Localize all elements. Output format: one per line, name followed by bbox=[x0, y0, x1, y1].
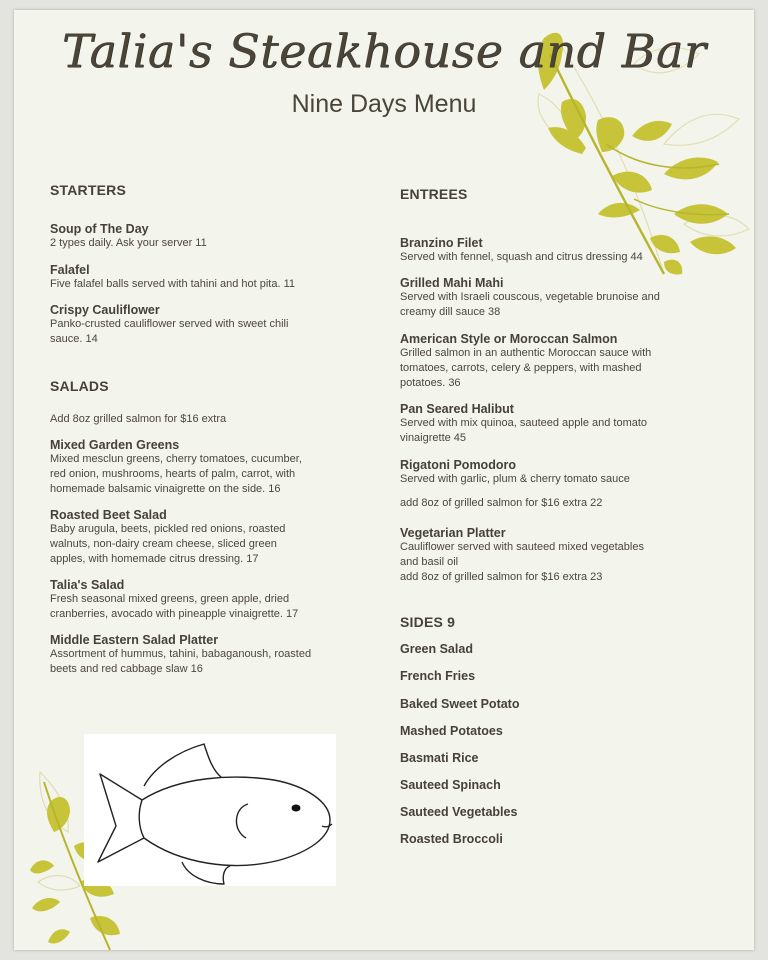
menu-item bbox=[50, 508, 285, 567]
item-name: Branzino Filet bbox=[400, 236, 483, 250]
salads-heading: SALADS bbox=[50, 378, 109, 394]
side-item: Green Salad bbox=[400, 642, 473, 656]
item-description-line: Served with fennel, squash and citrus dressing 44 bbox=[400, 251, 643, 263]
fish-icon bbox=[84, 734, 336, 886]
restaurant-title: Talia's Steakhouse and Bar bbox=[61, 24, 707, 78]
item-name: Falafel bbox=[50, 263, 90, 277]
item-description-line: Baby arugula, beets, pickled red onions, roasted bbox=[50, 523, 286, 535]
menu-item bbox=[50, 578, 298, 622]
item-description-line: Fresh seasonal mixed greens, green apple, dried bbox=[50, 593, 290, 605]
side-item: Baked Sweet Potato bbox=[400, 697, 520, 711]
item-description-line: homemade balsamic vinaigrette on the side. 16 bbox=[50, 483, 281, 495]
item-name: Talia's Salad bbox=[50, 578, 125, 592]
item-description-line: Mixed mesclun greens, cherry tomatoes, cucumber, bbox=[50, 453, 302, 465]
menu-item bbox=[50, 633, 311, 677]
item-name: Pan Seared Halibut bbox=[400, 402, 514, 416]
fish-illustration bbox=[84, 734, 336, 886]
side-item: Sauteed Vegetables bbox=[400, 805, 518, 819]
item-description-line: red onion, mushrooms, hearts of palm, carrot, with bbox=[50, 468, 296, 480]
item-description-line: sauce. 14 bbox=[50, 333, 98, 345]
menu-item bbox=[50, 438, 302, 497]
item-description-line: Cauliflower served with sauteed mixed vegetables bbox=[400, 541, 644, 553]
item-description: Five falafel balls served with tahini and hot pita. 11 bbox=[50, 278, 295, 290]
item-description-line: Grilled salmon in an authentic Moroccan sauce with bbox=[400, 347, 652, 359]
menu-page bbox=[14, 10, 754, 950]
item-description-line: Served with mix quinoa, sauteed apple and tomato bbox=[400, 417, 648, 429]
item-description-line: cranberries, avocado with pineapple vinaigrette. 17 bbox=[50, 608, 299, 620]
menu-item bbox=[50, 303, 288, 347]
item-description-line: and basil oil bbox=[400, 556, 459, 568]
side-item: Basmati Rice bbox=[400, 751, 479, 765]
item-description-line: walnuts, non-dairy cream cheese, sliced green bbox=[50, 538, 277, 550]
menu-item bbox=[400, 332, 720, 391]
item-description-line: add 8oz of grilled salmon for $16 extra 23 bbox=[400, 571, 603, 583]
item-description-line: beets and red cabbage slaw 16 bbox=[50, 663, 203, 675]
item-name: Soup of The Day bbox=[50, 222, 149, 236]
item-description-line: Served with Israeli couscous, vegetable brunoise and bbox=[400, 291, 660, 303]
side-item: Roasted Broccoli bbox=[400, 832, 503, 846]
item-name: Crispy Cauliflower bbox=[50, 303, 160, 317]
item-description-line: potatoes. 36 bbox=[400, 377, 461, 389]
item-name: Mixed Garden Greens bbox=[50, 438, 180, 452]
item-description-line: Panko-crusted cauliflower served with sweet chili bbox=[50, 318, 289, 330]
item-description-line: add 8oz of grilled salmon for $16 extra 22 bbox=[400, 497, 603, 509]
item-name: Vegetarian Platter bbox=[400, 526, 506, 540]
starters-heading: STARTERS bbox=[50, 182, 127, 198]
item-description-line: apples, with homemade citrus dressing. 17 bbox=[50, 553, 259, 565]
item-description-line: tomatoes, carrots, celery & peppers, with mashed bbox=[400, 362, 642, 374]
item-name: Grilled Mahi Mahi bbox=[400, 276, 504, 290]
salads-note: Add 8oz grilled salmon for $16 extra bbox=[50, 413, 227, 425]
item-name: American Style or Moroccan Salmon bbox=[400, 332, 618, 346]
item-description-line: Served with garlic, plum & cherry tomato sauce bbox=[400, 473, 630, 485]
menu-item bbox=[400, 526, 720, 585]
side-item: Sauteed Spinach bbox=[400, 778, 501, 792]
item-name: Rigatoni Pomodoro bbox=[400, 458, 516, 472]
menu-item bbox=[50, 222, 207, 251]
side-item: Mashed Potatoes bbox=[400, 724, 503, 738]
menu-item bbox=[400, 458, 720, 511]
entrees-heading: ENTREES bbox=[400, 186, 468, 202]
item-name: Roasted Beet Salad bbox=[50, 508, 167, 522]
sides-heading: SIDES 9 bbox=[400, 614, 456, 630]
menu-item bbox=[400, 276, 720, 320]
item-description-line: creamy dill sauce 38 bbox=[400, 306, 501, 318]
menu-item bbox=[400, 236, 720, 265]
item-description-line: Assortment of hummus, tahini, babaganoush, roasted bbox=[50, 648, 312, 660]
item-description-line: vinaigrette 45 bbox=[400, 432, 467, 444]
menu-item bbox=[400, 402, 720, 446]
side-item: French Fries bbox=[400, 669, 476, 683]
item-description: 2 types daily. Ask your server 11 bbox=[50, 237, 207, 249]
item-name: Middle Eastern Salad Platter bbox=[50, 633, 219, 647]
menu-subtitle: Nine Days Menu bbox=[291, 90, 477, 118]
menu-item bbox=[50, 263, 295, 292]
